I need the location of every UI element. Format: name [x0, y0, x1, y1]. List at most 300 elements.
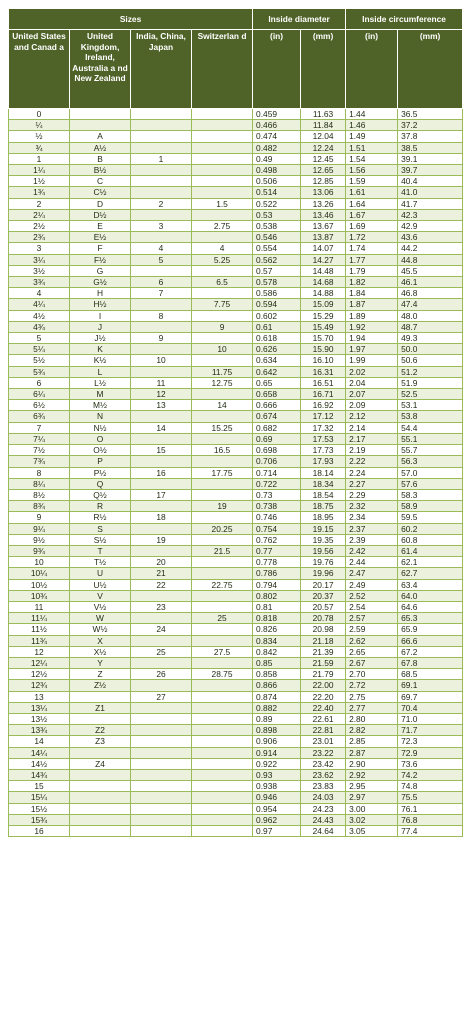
- diameter-in-cell: 0.538: [253, 221, 301, 232]
- circumference-mm-cell: 46.8: [398, 288, 463, 299]
- india-size-cell: [131, 265, 192, 276]
- swiss-size-cell: [192, 680, 253, 691]
- uk-size-cell: P: [70, 456, 131, 467]
- uk-size-cell: Y: [70, 657, 131, 668]
- circumference-mm-cell: 49.3: [398, 333, 463, 344]
- us-size-cell: 4¾: [9, 321, 70, 332]
- us-size-cell: 8¾: [9, 501, 70, 512]
- diameter-in-cell: 0.482: [253, 142, 301, 153]
- circumference-mm-cell: 77.4: [398, 826, 463, 837]
- us-size-cell: 7½: [9, 445, 70, 456]
- india-size-cell: [131, 747, 192, 758]
- circumference-in-cell: 2.80: [346, 713, 398, 724]
- circumference-mm-cell: 73.6: [398, 758, 463, 769]
- us-size-cell: 6½: [9, 400, 70, 411]
- india-size-cell: [131, 299, 192, 310]
- uk-size-cell: B: [70, 153, 131, 164]
- india-size-cell: [131, 456, 192, 467]
- circumference-in-cell: 1.87: [346, 299, 398, 310]
- table-row: [9, 657, 463, 668]
- india-size-cell: 19: [131, 534, 192, 545]
- uk-size-cell: L½: [70, 377, 131, 388]
- india-size-cell: 27: [131, 691, 192, 702]
- us-size-cell: 15¾: [9, 814, 70, 825]
- diameter-in-cell: 0.946: [253, 792, 301, 803]
- table-row: [9, 478, 463, 489]
- diameter-in-cell: 0.826: [253, 624, 301, 635]
- india-size-cell: [131, 702, 192, 713]
- diameter-in-cell: 0.626: [253, 344, 301, 355]
- circumference-in-cell: 1.59: [346, 176, 398, 187]
- uk-size-cell: [70, 803, 131, 814]
- diameter-mm-cell: 21.59: [301, 657, 346, 668]
- table-row: [9, 489, 463, 500]
- circumference-mm-cell: 53.8: [398, 411, 463, 422]
- india-size-cell: [131, 131, 192, 142]
- circumference-in-cell: 2.47: [346, 568, 398, 579]
- table-row: [9, 680, 463, 691]
- diameter-in-cell: 0.498: [253, 165, 301, 176]
- us-size-cell: 15: [9, 781, 70, 792]
- diameter-mm-cell: 13.26: [301, 198, 346, 209]
- india-size-cell: [131, 433, 192, 444]
- circumference-in-cell: 2.72: [346, 680, 398, 691]
- circumference-mm-cell: 37.8: [398, 131, 463, 142]
- uk-size-cell: Q: [70, 478, 131, 489]
- circumference-mm-cell: 40.4: [398, 176, 463, 187]
- india-size-cell: [131, 680, 192, 691]
- india-size-cell: [131, 142, 192, 153]
- us-size-cell: 5½: [9, 355, 70, 366]
- table-row: [9, 747, 463, 758]
- swiss-size-cell: [192, 803, 253, 814]
- us-size-cell: 14¼: [9, 747, 70, 758]
- circumference-mm-cell: 52.5: [398, 389, 463, 400]
- switzerland-header: Switzerlan d: [192, 30, 253, 109]
- circumference-mm-cell: 37.2: [398, 120, 463, 131]
- us-size-cell: 12¼: [9, 657, 70, 668]
- us-size-cell: 10¼: [9, 568, 70, 579]
- diameter-in-cell: 0.962: [253, 814, 301, 825]
- circumference-in-cell: 2.02: [346, 366, 398, 377]
- table-row: [9, 120, 463, 131]
- uk-size-cell: N½: [70, 422, 131, 433]
- circumference-mm-cell: 69.7: [398, 691, 463, 702]
- table-row: [9, 377, 463, 388]
- swiss-size-cell: [192, 489, 253, 500]
- diameter-mm-cell: 20.98: [301, 624, 346, 635]
- swiss-size-cell: [192, 411, 253, 422]
- circumference-in-cell: 2.65: [346, 646, 398, 657]
- circumference-mm-cell: 60.8: [398, 534, 463, 545]
- diameter-in-cell: 0.49: [253, 153, 301, 164]
- circumference-in-cell: 2.85: [346, 736, 398, 747]
- diameter-in-cell: 0.97: [253, 826, 301, 837]
- swiss-size-cell: 15.25: [192, 422, 253, 433]
- circumference-in-cell: 2.12: [346, 411, 398, 422]
- diameter-mm-cell: 19.96: [301, 568, 346, 579]
- circumference-mm-cell: 67.8: [398, 657, 463, 668]
- swiss-size-cell: 1.5: [192, 198, 253, 209]
- india-size-cell: [131, 736, 192, 747]
- circumference-in-cell: 1.67: [346, 209, 398, 220]
- uk-size-cell: H: [70, 288, 131, 299]
- table-row: [9, 826, 463, 837]
- diameter-in-cell: 0.466: [253, 120, 301, 131]
- diameter-in-cell: 0.906: [253, 736, 301, 747]
- circumference-mm-cell: 39.7: [398, 165, 463, 176]
- circumference-in-cell: 1.46: [346, 120, 398, 131]
- diameter-mm-cell: 14.48: [301, 265, 346, 276]
- us-size-cell: 9¼: [9, 523, 70, 534]
- circumference-in-cell: 1.84: [346, 288, 398, 299]
- circumference-in-cell: 1.77: [346, 254, 398, 265]
- diameter-in-cell: 0.562: [253, 254, 301, 265]
- circumference-in-cell: 2.04: [346, 377, 398, 388]
- uk-size-cell: K½: [70, 355, 131, 366]
- diameter-in-cell: 0.594: [253, 299, 301, 310]
- india-size-cell: [131, 613, 192, 624]
- circumference-in-cell: 2.42: [346, 545, 398, 556]
- us-size-cell: 4: [9, 288, 70, 299]
- circumference-mm-cell: 43.6: [398, 232, 463, 243]
- uk-size-cell: V½: [70, 601, 131, 612]
- us-size-cell: 10: [9, 557, 70, 568]
- table-row: [9, 814, 463, 825]
- uk-size-cell: Z3: [70, 736, 131, 747]
- diameter-mm-cell: 18.54: [301, 489, 346, 500]
- circumference-in-cell: 2.70: [346, 669, 398, 680]
- diameter-in-cell: 0.578: [253, 277, 301, 288]
- us-size-cell: 12½: [9, 669, 70, 680]
- circumference-in-cell: 2.82: [346, 725, 398, 736]
- circumference-mm-cell: 64.6: [398, 601, 463, 612]
- table-row: [9, 422, 463, 433]
- table-row: [9, 769, 463, 780]
- uk-size-cell: [70, 691, 131, 702]
- diameter-in-cell: 0.634: [253, 355, 301, 366]
- us-size-cell: 5¼: [9, 344, 70, 355]
- diameter-mm-cell: 24.64: [301, 826, 346, 837]
- india-size-cell: 20: [131, 557, 192, 568]
- diameter-mm-header: (mm): [301, 30, 346, 109]
- swiss-size-cell: 21.5: [192, 545, 253, 556]
- diameter-in-cell: 0.714: [253, 467, 301, 478]
- circumference-mm-cell: 69.1: [398, 680, 463, 691]
- india-size-cell: [131, 176, 192, 187]
- us-size-cell: 12¾: [9, 680, 70, 691]
- swiss-size-cell: 10: [192, 344, 253, 355]
- us-size-cell: 8: [9, 467, 70, 478]
- circumference-mm-cell: 64.0: [398, 590, 463, 601]
- swiss-size-cell: 2.75: [192, 221, 253, 232]
- india-size-cell: [131, 590, 192, 601]
- india-size-cell: [131, 826, 192, 837]
- circumference-mm-cell: 57.0: [398, 467, 463, 478]
- us-size-cell: 4¼: [9, 299, 70, 310]
- table-row: [9, 209, 463, 220]
- diameter-mm-cell: 20.37: [301, 590, 346, 601]
- table-row: [9, 254, 463, 265]
- diameter-mm-cell: 15.29: [301, 310, 346, 321]
- circumference-in-cell: 2.59: [346, 624, 398, 635]
- swiss-size-cell: [192, 153, 253, 164]
- circumference-in-cell: 2.19: [346, 445, 398, 456]
- diameter-mm-cell: 14.88: [301, 288, 346, 299]
- uk-size-cell: I: [70, 310, 131, 321]
- diameter-mm-cell: 20.17: [301, 579, 346, 590]
- us-size-cell: 6: [9, 377, 70, 388]
- circumference-mm-cell: 55.7: [398, 445, 463, 456]
- uk-size-cell: H½: [70, 299, 131, 310]
- table-row: [9, 467, 463, 478]
- circumference-mm-cell: 51.2: [398, 366, 463, 377]
- uk-size-cell: M½: [70, 400, 131, 411]
- circumference-mm-cell: 46.1: [398, 277, 463, 288]
- swiss-size-cell: [192, 826, 253, 837]
- swiss-size-cell: [192, 568, 253, 579]
- swiss-size-cell: [192, 736, 253, 747]
- india-size-cell: [131, 781, 192, 792]
- swiss-size-cell: [192, 109, 253, 120]
- diameter-mm-cell: 13.87: [301, 232, 346, 243]
- table-row: [9, 299, 463, 310]
- india-size-cell: [131, 713, 192, 724]
- us-size-cell: 1½: [9, 176, 70, 187]
- us-size-cell: 11: [9, 601, 70, 612]
- table-row: [9, 288, 463, 299]
- circumference-mm-cell: 66.6: [398, 635, 463, 646]
- swiss-size-cell: [192, 713, 253, 724]
- diameter-in-cell: 0.682: [253, 422, 301, 433]
- india-size-cell: 22: [131, 579, 192, 590]
- us-canada-header: United States and Canad a: [9, 30, 70, 109]
- uk-size-cell: U: [70, 568, 131, 579]
- diameter-mm-cell: 22.00: [301, 680, 346, 691]
- us-size-cell: 2: [9, 198, 70, 209]
- diameter-in-cell: 0.754: [253, 523, 301, 534]
- swiss-size-cell: 4: [192, 243, 253, 254]
- diameter-in-cell: 0.73: [253, 489, 301, 500]
- us-size-cell: 3: [9, 243, 70, 254]
- uk-size-cell: E: [70, 221, 131, 232]
- india-size-cell: 16: [131, 467, 192, 478]
- circumference-mm-cell: 58.9: [398, 501, 463, 512]
- circumference-in-cell: 2.44: [346, 557, 398, 568]
- table-row: [9, 131, 463, 142]
- us-size-cell: ½: [9, 131, 70, 142]
- swiss-size-cell: [192, 590, 253, 601]
- india-size-cell: 18: [131, 512, 192, 523]
- uk-size-cell: C½: [70, 187, 131, 198]
- us-size-cell: ¼: [9, 120, 70, 131]
- india-size-cell: 15: [131, 445, 192, 456]
- table-row: [9, 601, 463, 612]
- india-size-cell: [131, 523, 192, 534]
- india-size-cell: 21: [131, 568, 192, 579]
- circumference-mm-cell: 62.7: [398, 568, 463, 579]
- uk-size-cell: E½: [70, 232, 131, 243]
- circumference-mm-cell: 44.8: [398, 254, 463, 265]
- uk-size-cell: [70, 747, 131, 758]
- circumference-mm-cell: 56.3: [398, 456, 463, 467]
- table-body: [9, 109, 463, 837]
- us-size-cell: 2¾: [9, 232, 70, 243]
- circumference-in-cell: 2.32: [346, 501, 398, 512]
- table-row: [9, 568, 463, 579]
- india-size-cell: [131, 165, 192, 176]
- circumference-mm-cell: 54.4: [398, 422, 463, 433]
- diameter-in-cell: 0.674: [253, 411, 301, 422]
- circumference-in-cell: 2.90: [346, 758, 398, 769]
- diameter-mm-cell: 18.34: [301, 478, 346, 489]
- india-size-cell: [131, 501, 192, 512]
- ring-size-table: [8, 8, 463, 837]
- india-size-cell: 6: [131, 277, 192, 288]
- diameter-in-cell: 0.922: [253, 758, 301, 769]
- india-size-cell: [131, 109, 192, 120]
- us-size-cell: 0: [9, 109, 70, 120]
- us-size-cell: 8½: [9, 489, 70, 500]
- swiss-size-cell: [192, 691, 253, 702]
- uk-size-cell: R: [70, 501, 131, 512]
- diameter-mm-cell: 13.67: [301, 221, 346, 232]
- diameter-in-cell: 0.77: [253, 545, 301, 556]
- india-size-cell: 26: [131, 669, 192, 680]
- india-size-cell: 10: [131, 355, 192, 366]
- ring-size-table-container: [8, 8, 462, 837]
- india-size-cell: 9: [131, 333, 192, 344]
- diameter-mm-cell: 12.45: [301, 153, 346, 164]
- us-size-cell: 13¼: [9, 702, 70, 713]
- uk-size-cell: B½: [70, 165, 131, 176]
- diameter-mm-cell: 24.23: [301, 803, 346, 814]
- circumference-in-cell: 3.05: [346, 826, 398, 837]
- diameter-mm-cell: 23.42: [301, 758, 346, 769]
- swiss-size-cell: [192, 792, 253, 803]
- diameter-mm-cell: 23.83: [301, 781, 346, 792]
- swiss-size-cell: 27.5: [192, 646, 253, 657]
- diameter-mm-cell: 17.12: [301, 411, 346, 422]
- table-row: [9, 232, 463, 243]
- uk-size-cell: G½: [70, 277, 131, 288]
- table-row: [9, 613, 463, 624]
- swiss-size-cell: [192, 456, 253, 467]
- diameter-in-cell: 0.459: [253, 109, 301, 120]
- india-size-cell: [131, 411, 192, 422]
- circumference-in-cell: 2.07: [346, 389, 398, 400]
- india-size-cell: 11: [131, 377, 192, 388]
- circumference-mm-cell: 71.0: [398, 713, 463, 724]
- diameter-mm-cell: 15.09: [301, 299, 346, 310]
- circumference-mm-cell: 48.0: [398, 310, 463, 321]
- circumference-in-cell: 1.51: [346, 142, 398, 153]
- table-row: [9, 187, 463, 198]
- diameter-in-cell: 0.874: [253, 691, 301, 702]
- swiss-size-cell: [192, 232, 253, 243]
- circumference-in-cell: 1.94: [346, 333, 398, 344]
- circumference-mm-cell: 57.6: [398, 478, 463, 489]
- diameter-mm-cell: 22.40: [301, 702, 346, 713]
- circumference-mm-cell: 41.7: [398, 198, 463, 209]
- table-row: [9, 265, 463, 276]
- swiss-size-cell: [192, 702, 253, 713]
- table-row: [9, 445, 463, 456]
- circumference-mm-cell: 72.3: [398, 736, 463, 747]
- circumference-mm-cell: 41.0: [398, 187, 463, 198]
- us-size-cell: 2½: [9, 221, 70, 232]
- uk-size-cell: T: [70, 545, 131, 556]
- circumference-mm-cell: 36.5: [398, 109, 463, 120]
- diameter-mm-cell: 22.61: [301, 713, 346, 724]
- circumference-in-cell: 2.57: [346, 613, 398, 624]
- circumference-in-cell: 2.75: [346, 691, 398, 702]
- table-row: [9, 691, 463, 702]
- swiss-size-cell: 25: [192, 613, 253, 624]
- india-china-japan-header: India, China, Japan: [131, 30, 192, 109]
- uk-size-cell: Z½: [70, 680, 131, 691]
- circumference-mm-cell: 39.1: [398, 153, 463, 164]
- uk-size-cell: [70, 781, 131, 792]
- us-size-cell: 1¼: [9, 165, 70, 176]
- diameter-mm-cell: 20.78: [301, 613, 346, 624]
- swiss-size-cell: [192, 534, 253, 545]
- circumference-mm-cell: 74.2: [398, 769, 463, 780]
- uk-size-cell: Z2: [70, 725, 131, 736]
- circumference-in-cell: 2.92: [346, 769, 398, 780]
- swiss-size-cell: [192, 288, 253, 299]
- circumference-in-cell: 1.64: [346, 198, 398, 209]
- diameter-in-cell: 0.89: [253, 713, 301, 724]
- diameter-in-cell: 0.762: [253, 534, 301, 545]
- diameter-mm-cell: 16.10: [301, 355, 346, 366]
- circumference-mm-cell: 68.5: [398, 669, 463, 680]
- circumference-mm-cell: 76.8: [398, 814, 463, 825]
- table-row: [9, 310, 463, 321]
- diameter-in-cell: 0.522: [253, 198, 301, 209]
- swiss-size-cell: 20.25: [192, 523, 253, 534]
- circumference-in-cell: 2.29: [346, 489, 398, 500]
- circumference-mm-cell: 50.6: [398, 355, 463, 366]
- table-row: [9, 389, 463, 400]
- circumference-in-cell: 1.92: [346, 321, 398, 332]
- diameter-in-cell: 0.866: [253, 680, 301, 691]
- diameter-in-cell: 0.802: [253, 590, 301, 601]
- table-row: [9, 221, 463, 232]
- diameter-in-cell: 0.642: [253, 366, 301, 377]
- table-row: [9, 792, 463, 803]
- circumference-in-cell: 2.49: [346, 579, 398, 590]
- us-size-cell: 4½: [9, 310, 70, 321]
- diameter-in-cell: 0.722: [253, 478, 301, 489]
- table-row: [9, 590, 463, 601]
- diameter-in-cell: 0.938: [253, 781, 301, 792]
- us-size-cell: 8¼: [9, 478, 70, 489]
- swiss-size-cell: [192, 624, 253, 635]
- uk-size-cell: P½: [70, 467, 131, 478]
- swiss-size-cell: [192, 769, 253, 780]
- swiss-size-cell: [192, 131, 253, 142]
- circumference-mm-cell: 53.1: [398, 400, 463, 411]
- diameter-mm-cell: 24.03: [301, 792, 346, 803]
- table-row: [9, 400, 463, 411]
- circumference-mm-cell: 74.8: [398, 781, 463, 792]
- table-row: [9, 624, 463, 635]
- diameter-mm-cell: 18.14: [301, 467, 346, 478]
- circumference-mm-cell: 47.4: [398, 299, 463, 310]
- circumference-in-cell: 2.54: [346, 601, 398, 612]
- circumference-mm-cell: 72.9: [398, 747, 463, 758]
